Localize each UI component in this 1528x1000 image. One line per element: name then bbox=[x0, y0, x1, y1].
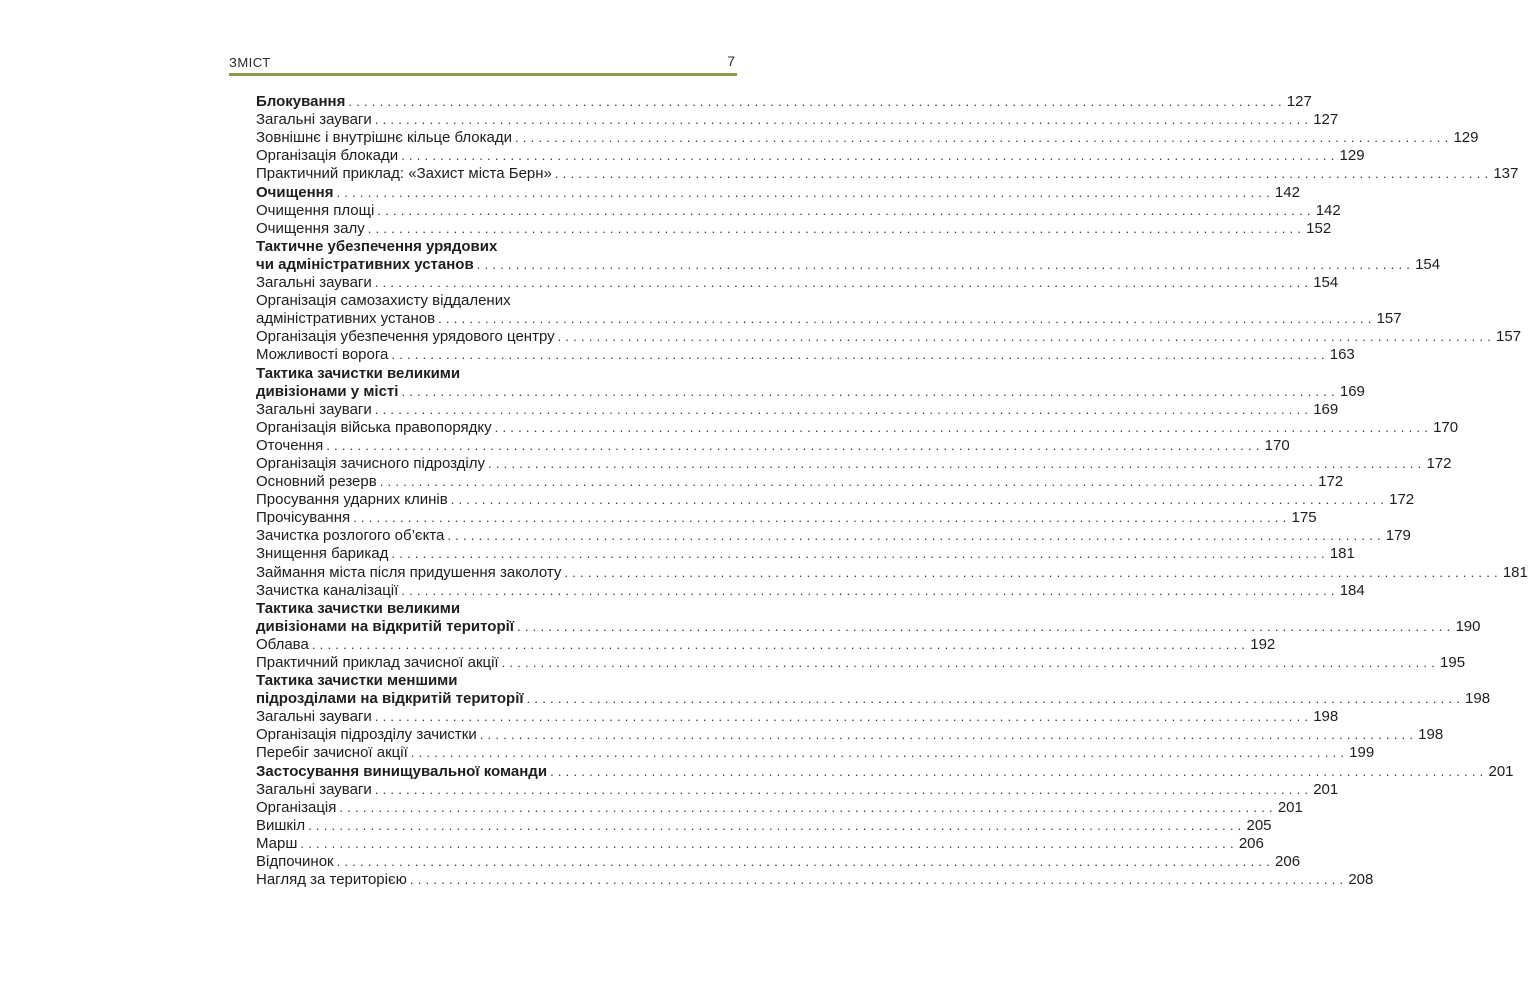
toc-entry bbox=[256, 201, 1341, 219]
toc-entry bbox=[256, 128, 1479, 147]
toc-entry-page-number: 198 bbox=[1313, 708, 1339, 726]
toc-entry-row bbox=[256, 617, 1481, 635]
toc-entry-row bbox=[256, 309, 1402, 328]
toc-entry bbox=[256, 237, 1441, 273]
toc-entry-title: Зачистка каналізації bbox=[256, 581, 399, 599]
toc-entry-title: дивізіонами у місті bbox=[256, 382, 399, 400]
toc-entry-title: дивізіонами на відкритій території bbox=[256, 617, 515, 635]
toc-entry-title: Загальні зауваги bbox=[256, 274, 372, 292]
toc-entry-page-number: 137 bbox=[1493, 165, 1519, 183]
toc-entry bbox=[256, 599, 1481, 635]
toc-entry-row bbox=[256, 707, 1339, 726]
toc-entry-row bbox=[256, 436, 1290, 454]
toc-entry bbox=[256, 653, 1466, 671]
toc-entry-row bbox=[256, 852, 1301, 871]
toc-entry-title: Знищення барикад bbox=[256, 545, 389, 563]
toc-entry bbox=[256, 273, 1339, 292]
dot-leader: ........................................................................................................................ bbox=[557, 329, 1496, 345]
toc-entry bbox=[256, 816, 1272, 834]
toc-entry-row bbox=[256, 834, 1264, 852]
dot-leader: ........................................................................................................................ bbox=[367, 220, 1306, 236]
toc-entry bbox=[256, 110, 1339, 129]
toc-entry-page-number: 201 bbox=[1313, 780, 1339, 798]
toc-entry-row bbox=[256, 635, 1276, 653]
dot-leader: ........................................................................................................................ bbox=[450, 492, 1389, 508]
toc-entry-title: Організація блокади bbox=[256, 147, 399, 165]
toc-entry-row bbox=[256, 581, 1365, 599]
toc-entry-row bbox=[256, 201, 1341, 219]
toc-entry-row bbox=[256, 273, 1339, 292]
toc-entry-title-line: Тактика зачистки меншими bbox=[256, 672, 458, 690]
toc-entry-page-number: 142 bbox=[1274, 183, 1300, 201]
toc-entry bbox=[256, 870, 1374, 889]
toc-entry-row bbox=[256, 345, 1355, 364]
toc-entry-row bbox=[256, 92, 1312, 111]
toc-entry-title: Очищення bbox=[256, 183, 334, 201]
toc-entry bbox=[256, 761, 1514, 780]
toc-entry-title: Практичний приклад зачисної акції bbox=[256, 654, 499, 671]
toc-entry-row bbox=[256, 761, 1514, 780]
toc-entry-page-number: 199 bbox=[1349, 744, 1375, 762]
dot-leader: ........................................................................................................................ bbox=[479, 727, 1418, 743]
toc-entry-title: Загальні зауваги bbox=[256, 708, 372, 726]
toc-entry bbox=[256, 725, 1444, 744]
toc-entry-row bbox=[256, 164, 1519, 183]
toc-entry-title: Основний резерв bbox=[256, 473, 377, 491]
toc-entry-row bbox=[256, 219, 1332, 237]
toc-entry-page-number: 208 bbox=[1348, 871, 1374, 889]
toc-entry-title: адміністративних установ bbox=[256, 310, 436, 328]
toc-entry-title: Організація війська правопорядку bbox=[256, 418, 492, 436]
toc-entry bbox=[256, 743, 1375, 762]
toc-entry-page-number: 172 bbox=[1426, 454, 1452, 472]
toc-entry-row bbox=[256, 508, 1317, 527]
toc-entry-page-number: 181 bbox=[1502, 563, 1528, 581]
toc-entry-page-number: 206 bbox=[1238, 834, 1264, 852]
toc-entry-page-number: 170 bbox=[1433, 418, 1459, 436]
toc-entry-title: підрозділами на відкритій території bbox=[256, 690, 524, 708]
toc-entry-row bbox=[256, 526, 1411, 545]
toc-entry-title: чи адміністративних установ bbox=[256, 255, 474, 273]
toc-entry bbox=[256, 454, 1452, 472]
running-head-title: ЗМІСТ bbox=[229, 55, 271, 70]
toc-entry bbox=[256, 436, 1290, 454]
toc-entry-page-number: 205 bbox=[1246, 816, 1272, 834]
dot-leader: ........................................................................................................................ bbox=[515, 130, 1453, 146]
toc-entry-page-number: 172 bbox=[1318, 473, 1344, 491]
dot-leader: ........................................................................................................................ bbox=[409, 872, 1348, 888]
toc-entry-page-number: 198 bbox=[1418, 726, 1444, 744]
toc-entry-page-number: 198 bbox=[1465, 690, 1491, 708]
toc-entry-title: Очищення площі bbox=[256, 201, 375, 219]
toc-entry-row bbox=[256, 472, 1344, 491]
toc-entry-page-number: 179 bbox=[1385, 527, 1411, 545]
toc-entry bbox=[256, 182, 1300, 201]
toc-entry-page-number: 152 bbox=[1306, 219, 1332, 237]
toc-entry-title-line: Організація самозахисту віддалених bbox=[256, 292, 511, 310]
dot-leader: ........................................................................................................................ bbox=[476, 256, 1415, 272]
toc-entry-page-number: 195 bbox=[1440, 654, 1466, 671]
toc-entry-page-number: 129 bbox=[1453, 129, 1479, 147]
toc-entry-page-number: 154 bbox=[1313, 274, 1339, 292]
dot-leader: ........................................................................................................................ bbox=[374, 275, 1313, 291]
dot-leader: ........................................................................................................................ bbox=[410, 745, 1349, 761]
toc-entry-row bbox=[256, 418, 1459, 436]
dot-leader: ........................................................................................................................ bbox=[326, 437, 1264, 453]
dot-leader: ........................................................................................................................ bbox=[488, 455, 1426, 471]
toc-entry bbox=[256, 798, 1303, 816]
toc-entry-row bbox=[256, 743, 1375, 762]
toc-entry-page-number: 206 bbox=[1275, 853, 1301, 871]
toc-entry-row bbox=[256, 146, 1365, 165]
toc-entry-title: Практичний приклад: «Захист міста Берн» bbox=[256, 165, 552, 183]
toc-entry-title: Вишкіл bbox=[256, 816, 306, 834]
toc-entry bbox=[256, 671, 1491, 708]
toc-entry-row bbox=[256, 689, 1491, 708]
dot-leader: ........................................................................................................................ bbox=[401, 383, 1339, 399]
toc-entry-row bbox=[256, 382, 1365, 400]
dot-leader: ........................................................................................................................ bbox=[348, 94, 1286, 110]
toc-entry bbox=[256, 544, 1355, 563]
toc-entry bbox=[256, 418, 1459, 436]
dot-leader: ........................................................................................................................ bbox=[374, 401, 1313, 417]
toc-entry bbox=[256, 363, 1365, 400]
dot-leader: ........................................................................................................................ bbox=[308, 817, 1246, 833]
toc-entry-page-number: 154 bbox=[1415, 255, 1441, 273]
toc-entry-page-number: 201 bbox=[1277, 798, 1303, 816]
toc-entry-page-number: 184 bbox=[1339, 581, 1365, 599]
toc-entry-row bbox=[256, 544, 1355, 563]
table-of-contents bbox=[256, 92, 1528, 889]
toc-entry-page-number: 163 bbox=[1329, 346, 1355, 364]
dot-leader: ........................................................................................................................ bbox=[336, 854, 1275, 870]
dot-leader: ........................................................................................................................ bbox=[300, 835, 1238, 851]
toc-entry-row bbox=[256, 798, 1303, 816]
toc-entry-row bbox=[256, 725, 1444, 744]
dot-leader: ........................................................................................................................ bbox=[554, 166, 1493, 182]
dot-leader: ........................................................................................................................ bbox=[374, 112, 1313, 128]
toc-entry bbox=[256, 146, 1365, 165]
toc-entry-title: Організація убезпечення урядового центру bbox=[256, 328, 555, 346]
running-head bbox=[229, 48, 737, 76]
toc-entry-page-number: 127 bbox=[1313, 111, 1339, 129]
dot-leader: ........................................................................................................................ bbox=[336, 184, 1274, 200]
toc-entry-title: Організація bbox=[256, 798, 337, 816]
toc-entry bbox=[256, 834, 1264, 852]
dot-leader: ........................................................................................................................ bbox=[550, 763, 1488, 779]
toc-entry bbox=[256, 508, 1317, 527]
toc-entry-row bbox=[256, 400, 1339, 418]
toc-entry-page-number: 169 bbox=[1339, 382, 1365, 400]
dot-leader: ........................................................................................................................ bbox=[494, 419, 1433, 435]
dot-leader: ........................................................................................................................ bbox=[391, 546, 1329, 562]
toc-entry-title: Займання міста після придушення заколоту bbox=[256, 563, 562, 581]
toc-entry-row bbox=[256, 454, 1452, 472]
toc-entry bbox=[256, 219, 1332, 237]
toc-entry-title: Можливості ворога bbox=[256, 346, 389, 364]
dot-leader: ........................................................................................................................ bbox=[517, 618, 1455, 634]
toc-entry-page-number: 201 bbox=[1488, 762, 1514, 780]
toc-entry-row bbox=[256, 780, 1339, 798]
toc-entry-title: Застосування винищувальної команди bbox=[256, 762, 548, 780]
header-rule bbox=[229, 73, 737, 76]
toc-entry-title: Організація зачисного підрозділу bbox=[256, 454, 486, 472]
toc-entry-title: Просування ударних клинів bbox=[256, 491, 448, 509]
toc-entry-title: Прочісування bbox=[256, 509, 351, 527]
toc-entry-row bbox=[256, 182, 1300, 201]
toc-entry-title: Марш bbox=[256, 834, 298, 852]
toc-entry-title: Відпочинок bbox=[256, 853, 334, 871]
dot-leader: ........................................................................................................................ bbox=[377, 202, 1315, 218]
toc-entry bbox=[256, 291, 1402, 328]
toc-entry-row bbox=[256, 816, 1272, 834]
toc-entry bbox=[256, 92, 1312, 111]
dot-leader: ........................................................................................................................ bbox=[374, 709, 1313, 725]
toc-entry-page-number: 192 bbox=[1250, 635, 1276, 653]
toc-entry bbox=[256, 562, 1528, 581]
toc-entry-row bbox=[256, 653, 1466, 671]
dot-leader: ........................................................................................................................ bbox=[401, 582, 1339, 598]
toc-entry-row bbox=[256, 110, 1339, 129]
toc-entry-title-line: Тактика зачистки великими bbox=[256, 364, 461, 382]
toc-entry-title-line: Тактика зачистки великими bbox=[256, 599, 461, 617]
toc-entry-title: Перебіг зачисної акції bbox=[256, 744, 408, 762]
toc-entry bbox=[256, 707, 1339, 726]
toc-entry-title: Загальні зауваги bbox=[256, 780, 372, 798]
toc-entry bbox=[256, 490, 1415, 509]
toc-entry-title: Блокування bbox=[256, 93, 346, 111]
page-number: 7 bbox=[727, 53, 735, 69]
toc-entry bbox=[256, 581, 1365, 599]
toc-entry bbox=[256, 327, 1522, 346]
toc-entry bbox=[256, 164, 1519, 183]
toc-entry-row bbox=[256, 128, 1479, 147]
dot-leader: ........................................................................................................................ bbox=[447, 528, 1385, 544]
toc-entry-page-number: 169 bbox=[1313, 400, 1339, 418]
toc-entry bbox=[256, 635, 1276, 653]
toc-entry bbox=[256, 780, 1339, 798]
dot-leader: ........................................................................................................................ bbox=[401, 148, 1339, 164]
toc-entry-row bbox=[256, 870, 1374, 889]
toc-entry bbox=[256, 526, 1411, 545]
toc-entry-title: Облава bbox=[256, 635, 309, 653]
toc-entry bbox=[256, 400, 1339, 418]
dot-leader: ........................................................................................................................ bbox=[391, 347, 1329, 363]
toc-entry-row bbox=[256, 327, 1522, 346]
toc-entry-title: Зачистка розлогого об’єкта bbox=[256, 527, 445, 545]
toc-entry-page-number: 172 bbox=[1389, 491, 1415, 509]
toc-entry-page-number: 175 bbox=[1291, 509, 1317, 527]
dot-leader: ........................................................................................................................ bbox=[353, 510, 1291, 526]
dot-leader: ........................................................................................................................ bbox=[374, 781, 1313, 797]
toc-entry-page-number: 190 bbox=[1455, 617, 1481, 635]
toc-entry-page-number: 170 bbox=[1264, 436, 1290, 454]
toc-entry-row bbox=[256, 562, 1528, 581]
dot-leader: ........................................................................................................................ bbox=[526, 691, 1465, 707]
toc-entry-title: Організація підрозділу зачистки bbox=[256, 726, 477, 744]
dot-leader: ........................................................................................................................ bbox=[501, 655, 1440, 670]
toc-entry-title: Оточення bbox=[256, 436, 324, 454]
toc-entry-title: Зовнішнє і внутрішнє кільце блокади bbox=[256, 129, 513, 147]
toc-entry-page-number: 157 bbox=[1376, 310, 1402, 328]
toc-entry-title: Очищення залу bbox=[256, 219, 365, 237]
dot-leader: ........................................................................................................................ bbox=[339, 799, 1277, 815]
dot-leader: ........................................................................................................................ bbox=[438, 311, 1376, 327]
toc-entry-page-number: 181 bbox=[1329, 545, 1355, 563]
toc-entry-title-line: Тактичне убезпечення урядових bbox=[256, 237, 498, 255]
dot-leader: ........................................................................................................................ bbox=[379, 474, 1318, 490]
toc-entry-page-number: 129 bbox=[1339, 147, 1365, 165]
dot-leader: ........................................................................................................................ bbox=[311, 636, 1250, 652]
toc-entry bbox=[256, 345, 1355, 364]
toc-entry-page-number: 142 bbox=[1315, 201, 1341, 219]
toc-entry-page-number: 157 bbox=[1496, 328, 1522, 346]
toc-entry-title: Загальні зауваги bbox=[256, 400, 372, 418]
toc-entry bbox=[256, 472, 1344, 491]
toc-entry-title: Нагляд за територією bbox=[256, 871, 407, 889]
toc-entry-title: Загальні зауваги bbox=[256, 111, 372, 129]
toc-entry-row bbox=[256, 255, 1441, 273]
toc-entry-row bbox=[256, 490, 1415, 509]
dot-leader: ........................................................................................................................ bbox=[564, 564, 1502, 580]
toc-entry bbox=[256, 852, 1301, 871]
toc-entry-page-number: 127 bbox=[1286, 93, 1312, 111]
